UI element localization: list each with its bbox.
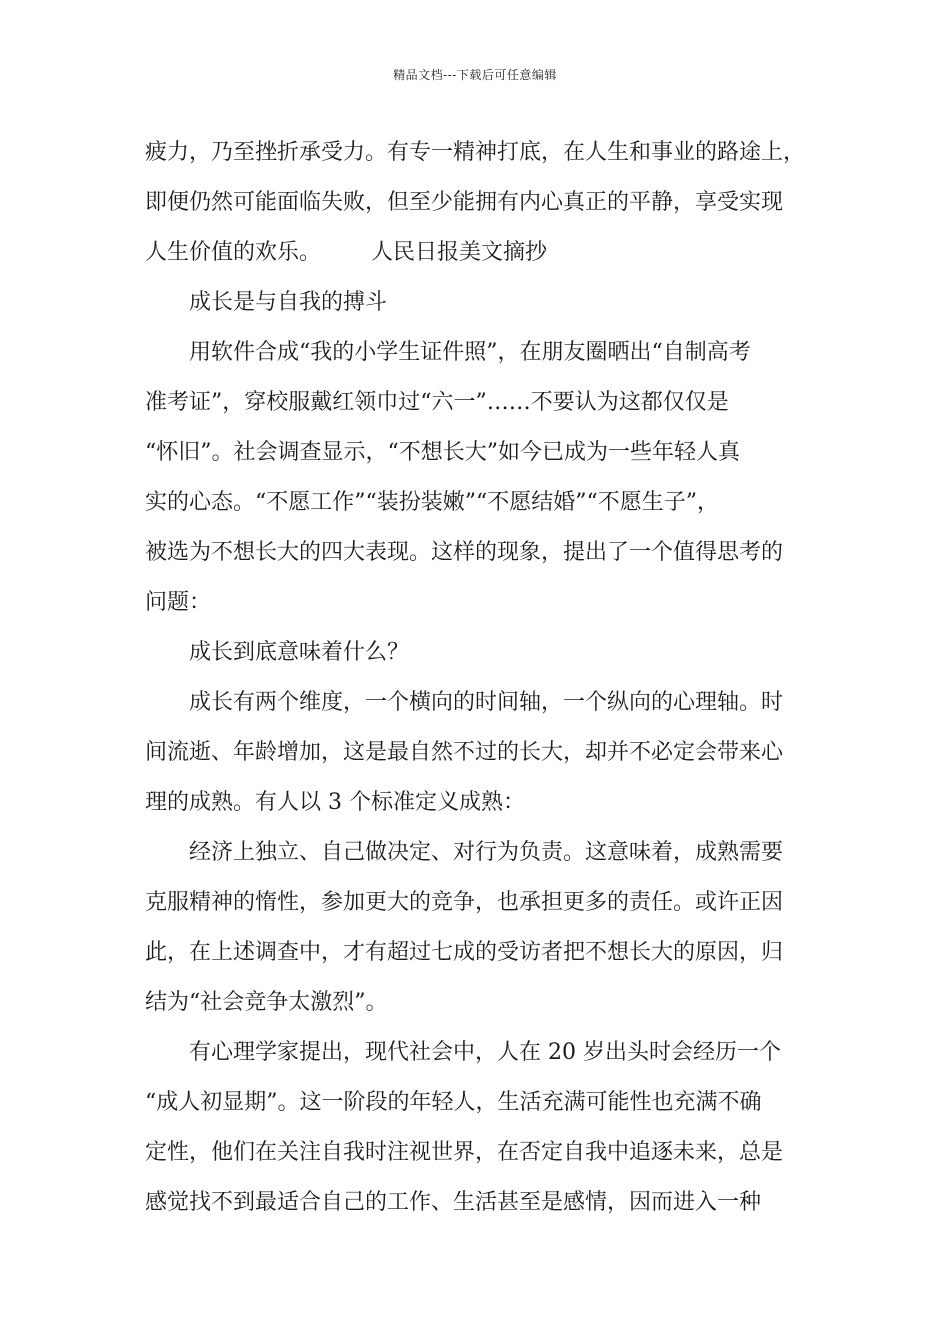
- text-line: 实的心态。“不愿工作”“装扮装嫩”“不愿结婚”“不愿生子”，: [145, 490, 719, 515]
- text-line: 问题：: [145, 590, 212, 615]
- text-line: 成长有两个维度，一个横向的时间轴，一个纵向的心理轴。时: [189, 690, 784, 715]
- text-line: 有心理学家提出，现代社会中，人在 20 岁出头时会经历一个: [189, 1040, 781, 1065]
- text-line: 感觉找不到最适合自己的工作、生活甚至是感情，因而进入一种: [145, 1190, 762, 1215]
- text-line: 准考证”，穿校服戴红领巾过“六一”……不要认为这都仅仅是: [145, 390, 729, 415]
- source-attribution: 人民日报美文摘抄: [371, 240, 548, 265]
- text-line: 克服精神的惰性，参加更大的竞争，也承担更多的责任。或许正因: [145, 890, 784, 915]
- text-line: “怀旧”。社会调查显示，“不想长大”如今已成为一些年轻人真: [145, 440, 740, 465]
- page-header: 精品文档---下载后可任意编辑: [393, 68, 557, 82]
- text-segment: 人生价值的欢乐。: [145, 240, 322, 265]
- text-line: 理的成熟。有人以 3 个标准定义成熟：: [145, 790, 525, 815]
- text-line: 被选为不想长大的四大表现。这样的现象，提出了一个值得思考的: [145, 540, 784, 565]
- text-line: 间流逝、年龄增加，这是最自然不过的长大，却并不必定会带来心: [145, 740, 784, 765]
- text-line: 即便仍然可能面临失败，但至少能拥有内心真正的平静，享受实现: [145, 190, 784, 215]
- text-line: 定性，他们在关注自我时注视世界，在否定自我中追逐未来，总是: [145, 1140, 784, 1165]
- text-line: 经济上独立、自己做决定、对行为负责。这意味着，成熟需要: [189, 840, 784, 865]
- section-heading: 成长是与自我的搏斗: [189, 290, 388, 315]
- text-line: [145, 228, 815, 278]
- text-line: 成长到底意味着什么？: [189, 640, 410, 665]
- text-line: 用软件合成“我的小学生证件照”，在朋友圈晒出“自制高考: [189, 340, 751, 365]
- text-line: 此，在上述调查中，才有超过七成的受访者把不想长大的原因，归: [145, 940, 784, 965]
- text-line: 疲力，乃至挫折承受力。有专一精神打底，在人生和事业的路途上，: [145, 140, 806, 165]
- document-body: [145, 128, 815, 1228]
- text-line: “成人初显期”。这一阶段的年轻人，生活充满可能性也充满不确: [145, 1090, 762, 1115]
- text-line: 结为“社会竞争太激烈”。: [145, 990, 388, 1015]
